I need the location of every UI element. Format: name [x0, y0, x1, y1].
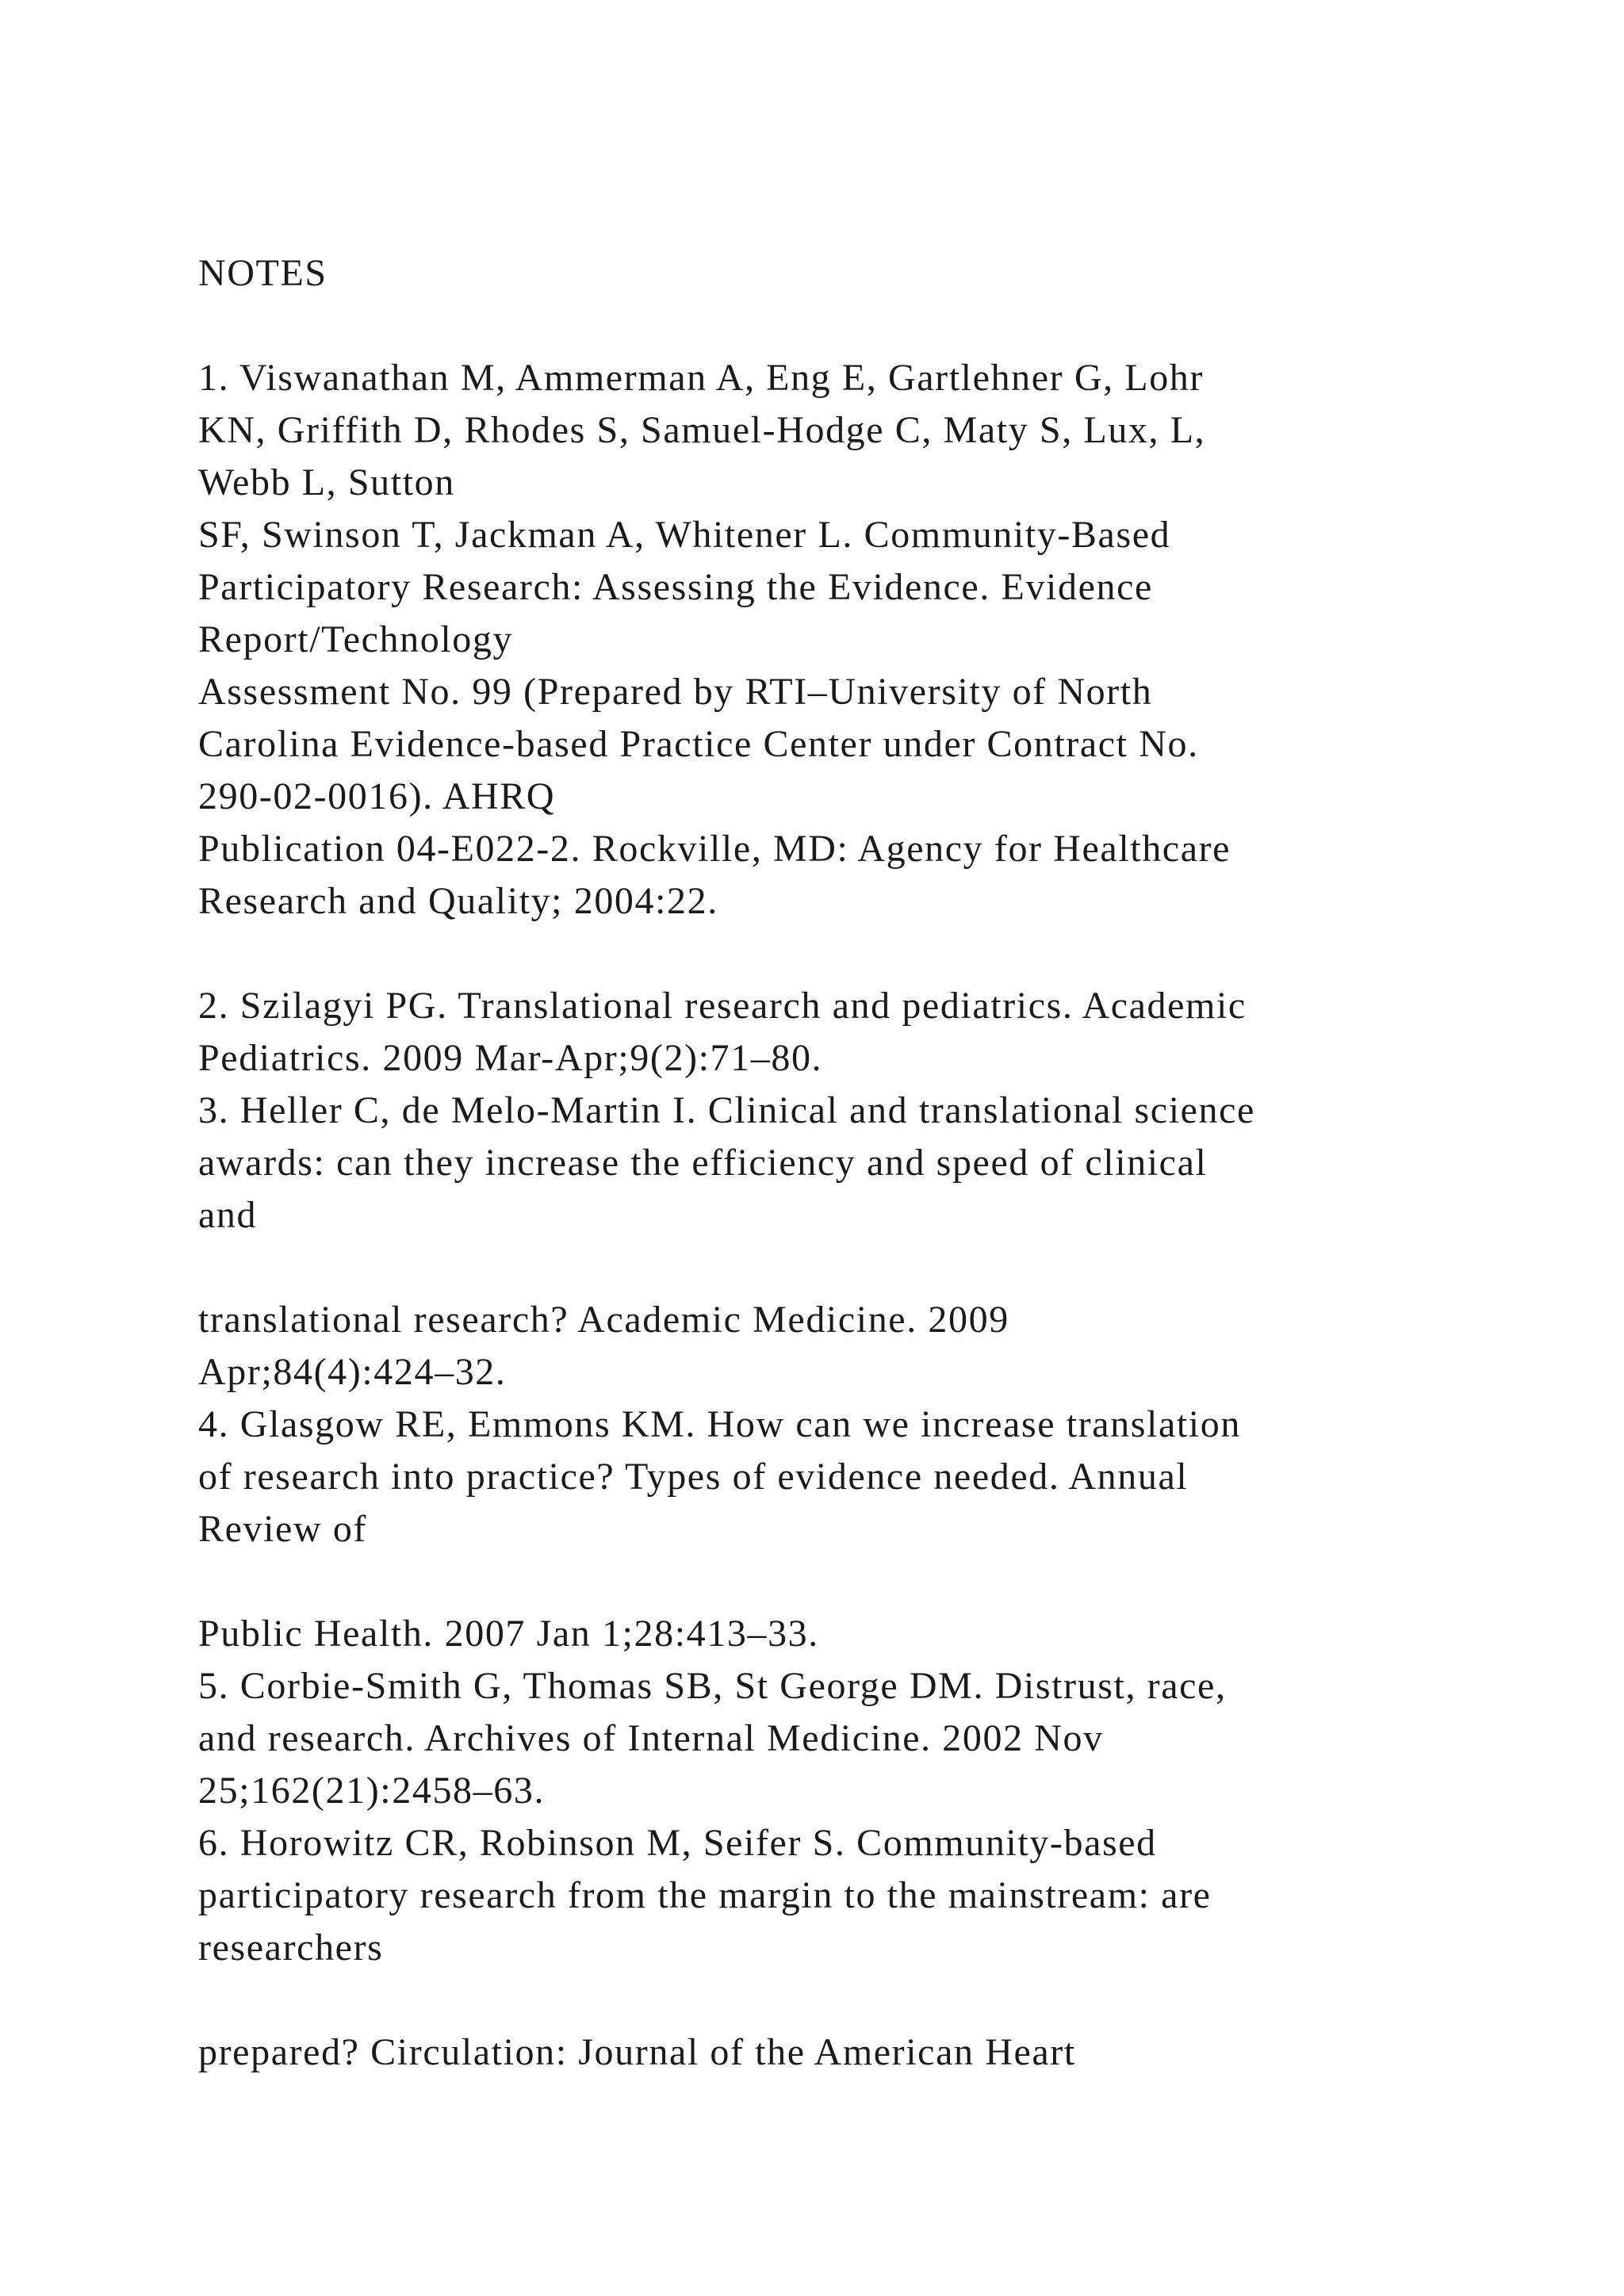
text-line: Pediatrics. 2009 Mar-Apr;9(2):71–80. [198, 1037, 823, 1079]
text-line: Publication 04-E022-2. Rockville, MD: Agency for Healthcare [198, 828, 1231, 870]
text-line [198, 1556, 1594, 1608]
text-line [198, 1242, 1594, 1294]
text-line: Public Health. 2007 Jan 1;28:413–33. [198, 1613, 819, 1655]
text-line: 1. Viswanathan M, Ammerman A, Eng E, Gartlehner G, Lohr [198, 357, 1204, 399]
text-line: prepared? Circulation: Journal of the American Heart [198, 2031, 1076, 2073]
notes-text-block [198, 247, 1594, 2079]
text-line [198, 928, 1594, 980]
text-line: 6. Horowitz CR, Robinson M, Seifer S. Community-based [198, 1822, 1157, 1864]
text-line: of research into practice? Types of evidence needed. Annual [198, 1456, 1189, 1498]
text-line: 290-02-0016). AHRQ [198, 775, 556, 817]
text-line: 2. Szilagyi PG. Translational research and pediatrics. Academic [198, 985, 1247, 1027]
text-line: Carolina Evidence-based Practice Center under Contract No. [198, 723, 1199, 765]
text-line: Report/Technology [198, 618, 514, 660]
text-line: researchers [198, 1927, 384, 1969]
notes-heading: NOTES [198, 252, 327, 294]
text-line: participatory research from the margin to the mainstream: are [198, 1874, 1212, 1916]
text-line: 25;162(21):2458–63. [198, 1770, 546, 1812]
text-line: Webb L, Sutton [198, 461, 455, 503]
text-line: Assessment No. 99 (Prepared by RTI–University of North [198, 671, 1153, 713]
text-line: translational research? Academic Medicine. 2009 [198, 1299, 1009, 1341]
text-line: 3. Heller C, de Melo-Martin I. Clinical and translational science [198, 1089, 1255, 1131]
text-line [198, 300, 1594, 352]
text-line: Review of [198, 1508, 368, 1550]
text-line: Participatory Research: Assessing the Evidence. Evidence [198, 566, 1153, 608]
text-line: awards: can they increase the efficiency and speed of clinical [198, 1142, 1208, 1184]
text-line: SF, Swinson T, Jackman A, Whitener L. Community-Based [198, 514, 1171, 556]
text-line: KN, Griffith D, Rhodes S, Samuel-Hodge C, Maty S, Lux, L, [198, 409, 1206, 451]
text-line: Research and Quality; 2004:22. [198, 880, 718, 922]
text-line: 4. Glasgow RE, Emmons KM. How can we increase translation [198, 1403, 1241, 1445]
text-line: and [198, 1194, 258, 1236]
text-line: 5. Corbie-Smith G, Thomas SB, St George DM. Distrust, race, [198, 1665, 1227, 1707]
text-line: and research. Archives of Internal Medicine. 2002 Nov [198, 1717, 1104, 1759]
text-line [198, 1974, 1594, 2026]
text-line: Apr;84(4):424–32. [198, 1351, 507, 1393]
